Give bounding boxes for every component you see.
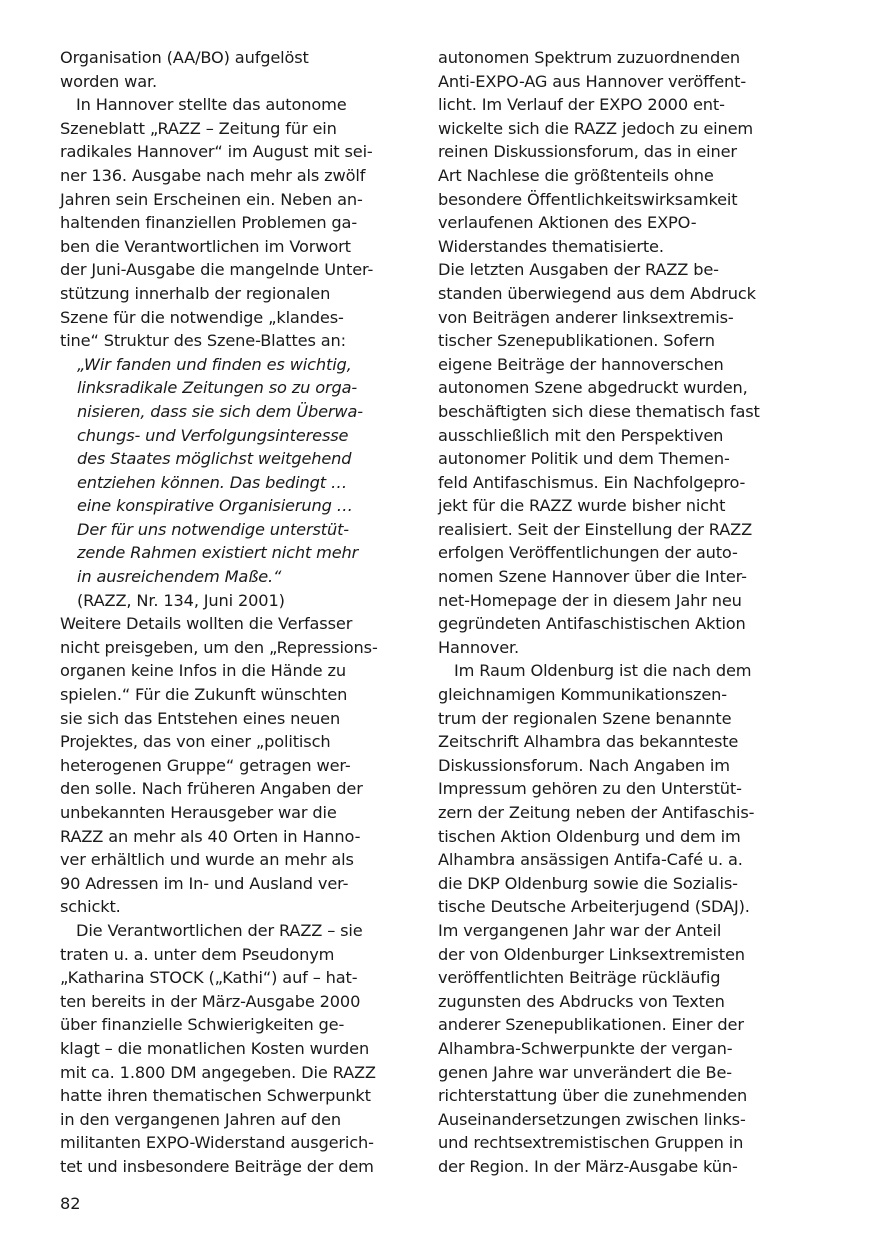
quote-line: zende Rahmen existiert nicht mehr — [77, 543, 359, 563]
text-line: der Region. In der März-Ausgabe kün- — [438, 1156, 738, 1176]
text-line: realisiert. Seit der Einstellung der RAZZ — [438, 519, 753, 539]
text-line: radikales Hannover“ im August mit sei- — [60, 142, 373, 162]
text-line: haltenden finanziellen Problemen ga- — [60, 213, 358, 233]
text-line: organen keine Infos in die Hände zu — [60, 661, 346, 681]
text-line: jekt für die RAZZ wurde bisher nicht — [438, 496, 726, 516]
text-line: Jahren sein Erscheinen ein. Neben an- — [60, 189, 363, 209]
quote-line: Der für uns notwendige unterstüt- — [77, 519, 349, 539]
quote-line: des Staates möglichst weitgehend — [77, 449, 352, 469]
text-line: Projektes, das von einer „politisch — [60, 732, 331, 752]
text-line: unbekannten Herausgeber war die — [60, 803, 337, 822]
text-line: Weitere Details wollten die Verfasser — [60, 614, 353, 634]
paragraph-start: Die Verantwortlichen der RAZZ – sie — [76, 920, 363, 940]
text-line: licht. Im Verlauf der EXPO 2000 ent- — [438, 95, 725, 115]
text-line: der Juni-Ausgabe die mangelnde Unter- — [60, 260, 374, 280]
text-line: Szeneblatt „RAZZ – Zeitung für ein — [60, 118, 337, 138]
text-line: zugunsten des Abdrucks von Texten — [438, 991, 725, 1011]
text-line: Alhambra ansässigen Antifa-Café u. a. — [438, 850, 743, 870]
text-line: gleichnamigen Kommunikationszen- — [438, 685, 727, 705]
text-line: veröffentlichten Beiträge rückläufig — [438, 968, 721, 988]
text-line: traten u. a. unter dem Pseudonym — [60, 944, 335, 964]
text-line: Im vergangenen Jahr war der Anteil — [438, 920, 722, 940]
text-line: die DKP Oldenburg sowie die Sozialis- — [438, 873, 738, 893]
text-line: feld Antifaschismus. Ein Nachfolgepro- — [438, 472, 746, 492]
quote-line: entziehen können. Das bedingt … — [77, 472, 347, 492]
quote-line: in ausreichendem Maße.“ — [77, 567, 282, 587]
text-line: „Katharina STOCK („Kathi“) auf – hat- — [60, 968, 358, 988]
text-line: 90 Adressen im In- und Ausland ver- — [60, 873, 349, 893]
text-line: gegründeten Antifaschistischen Aktion — [438, 614, 746, 634]
text-line: Alhambra-Schwerpunkte der vergan- — [438, 1038, 733, 1058]
text-line: net-Homepage der in diesem Jahr neu — [438, 590, 742, 610]
quote-line: linksradikale Zeitungen so zu orga- — [77, 378, 358, 398]
text-line: ver erhältlich und wurde an mehr als — [60, 850, 354, 870]
text-line: sie sich das Entstehen eines neuen — [60, 708, 341, 728]
text-line: standen überwiegend aus dem Abdruck — [438, 283, 756, 303]
text-line: anderer Szenepublikationen. Einer der — [438, 1015, 744, 1035]
text-line: ten bereits in der März-Ausgabe 2000 — [60, 991, 361, 1011]
paragraph-start: Die letzten Ausgaben der RAZZ be- — [438, 260, 719, 280]
paragraph-start: In Hannover stellte das autonome — [76, 95, 347, 115]
text-line: schickt. — [60, 897, 121, 917]
text-line: richterstattung über die zunehmenden — [438, 1086, 748, 1106]
quote-line: nisieren, dass sie sich dem Überwa- — [77, 401, 363, 421]
text-line: nicht preisgeben, um den „Repressions- — [60, 637, 378, 657]
text-line: hatte ihren thematischen Schwerpunkt — [60, 1086, 371, 1106]
text-line: Zeitschrift Alhambra das bekannteste — [438, 732, 739, 752]
text-line: besondere Öffentlichkeitswirksamkeit — [438, 189, 738, 209]
paragraph-start: Im Raum Oldenburg ist die nach dem — [454, 661, 752, 681]
text-line: trum der regionalen Szene benannte — [438, 708, 732, 728]
text-line: erfolgen Veröffentlichungen der auto- — [438, 543, 738, 563]
text-line: Impressum gehören zu den Unterstüt- — [438, 779, 742, 799]
text-line: ausschließlich mit den Perspektiven — [438, 425, 724, 445]
text-line: verlaufenen Aktionen des EXPO- — [438, 213, 697, 233]
text-line: Szene für die notwendige „klandes- — [60, 307, 344, 327]
text-line: nomen Szene Hannover über die Inter- — [438, 567, 747, 587]
text-line: RAZZ an mehr als 40 Orten in Hanno- — [60, 826, 361, 846]
text-line: von Beiträgen anderer linksextremis- — [438, 307, 734, 327]
text-line: und rechtsextremistischen Gruppen in — [438, 1133, 744, 1153]
text-line: spielen.“ Für die Zukunft wünschten — [60, 685, 348, 705]
text-line: Art Nachlese die größtenteils ohne — [438, 165, 714, 185]
text-line: klagt – die monatlichen Kosten wurden — [60, 1038, 370, 1058]
text-line: ben die Verantwortlichen im Vorwort — [60, 236, 351, 256]
text-line: in den vergangenen Jahren auf den — [60, 1109, 341, 1129]
text-line: Widerstandes thematisierte. — [438, 236, 664, 256]
left-column — [60, 46, 406, 1179]
text-line: tischen Aktion Oldenburg und dem im — [438, 826, 741, 846]
quote-line: „Wir fanden und finden es wichtig, — [77, 354, 352, 374]
text-line: reinen Diskussionsforum, das in einer — [438, 142, 737, 162]
text-line: der von Oldenburger Linksextremisten — [438, 944, 745, 964]
text-line: eigene Beiträge der hannoverschen — [438, 354, 724, 374]
text-line: militanten EXPO-Widerstand ausgerich- — [60, 1133, 374, 1153]
text-line: autonomen Spektrum zuzuordnenden — [438, 48, 741, 67]
quote-citation: (RAZZ, Nr. 134, Juni 2001) — [77, 590, 285, 610]
page-number: 82 — [60, 1194, 81, 1213]
text-line: stützung innerhalb der regionalen — [60, 283, 331, 303]
text-line: beschäftigten sich diese thematisch fast — [438, 401, 760, 421]
text-line: den solle. Nach früheren Angaben der — [60, 779, 363, 799]
text-line: Organisation (AA/BO) aufgelöst — [60, 48, 309, 67]
text-line: Diskussionsforum. Nach Angaben im — [438, 755, 730, 775]
text-line: tet und insbesondere Beiträge der dem — [60, 1156, 374, 1176]
text-line: tischer Szenepublikationen. Sofern — [438, 331, 715, 351]
text-line: ner 136. Ausgabe nach mehr als zwölf — [60, 165, 366, 185]
quote-line: chungs- und Verfolgungsinteresse — [77, 425, 349, 445]
text-line: tische Deutsche Arbeiterjugend (SDAJ). — [438, 897, 750, 917]
text-line: mit ca. 1.800 DM angegeben. Die RAZZ — [60, 1062, 376, 1082]
text-line: tine“ Struktur des Szene-Blattes an: — [60, 331, 346, 351]
text-line: worden war. — [60, 71, 157, 91]
text-line: genen Jahre war unverändert die Be- — [438, 1062, 732, 1082]
text-line: Auseinandersetzungen zwischen links- — [438, 1109, 746, 1129]
right-column — [438, 46, 786, 1179]
text-line: Anti-EXPO-AG aus Hannover veröffent- — [438, 71, 747, 91]
quote-line: eine konspirative Organisierung … — [77, 496, 353, 516]
text-line: über finanzielle Schwierigkeiten ge- — [60, 1015, 345, 1035]
text-line: autonomer Politik und dem Themen- — [438, 449, 730, 469]
text-line: Hannover. — [438, 637, 520, 657]
text-line: wickelte sich die RAZZ jedoch zu einem — [438, 118, 754, 138]
text-line: heterogenen Gruppe“ getragen wer- — [60, 755, 351, 775]
text-line: zern der Zeitung neben der Antifaschis- — [438, 803, 755, 822]
text-line: autonomen Szene abgedruckt wurden, — [438, 378, 748, 398]
